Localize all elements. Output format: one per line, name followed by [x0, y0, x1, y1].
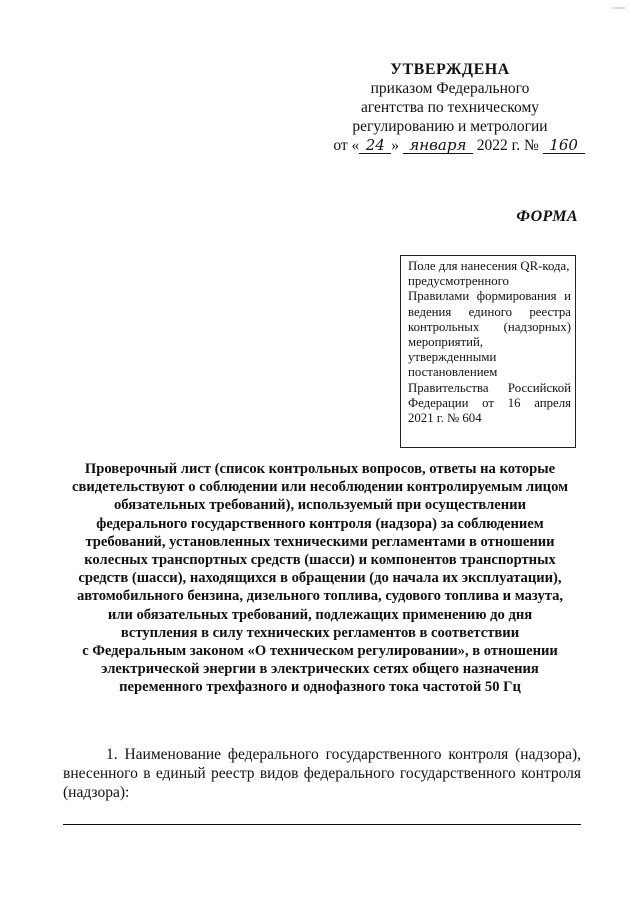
order-mid: » [391, 137, 400, 154]
qr-box-line: утвержденными [408, 350, 497, 365]
qr-box-line: Федерации от 16 апреля [408, 395, 571, 410]
order-number-handwritten: 160 [543, 138, 585, 154]
title-line: обязательных требований), используемый при осуществлении [114, 497, 526, 514]
qr-box-line: ведения единого реестра [408, 304, 571, 319]
approval-line: регулированию и метрологии [352, 118, 548, 135]
document-title [52, 460, 588, 697]
approval-line: агентства по техническому [360, 99, 540, 116]
order-month-handwritten: января [403, 138, 473, 154]
section-1 [63, 745, 581, 802]
title-line: колесных транспортных средств (шасси) и компонентов транспортных [84, 552, 556, 569]
order-year: 2022 г. № [476, 137, 539, 154]
section-1-line: (надзора): [63, 784, 130, 801]
approval-block [300, 60, 600, 155]
qr-box-line: 2021 г. № 604 [408, 411, 482, 426]
title-line: вступления в силу технических регламентов в соответствии [120, 624, 520, 641]
order-prefix: от « [333, 137, 360, 154]
title-line: с Федеральным законом «О техническом регулировании», в отношении [82, 643, 558, 660]
title-line: свидетельствуют о соблюдении или несоблюдении контролируемым лицом [71, 479, 569, 496]
qr-box-line: мероприятий, [408, 335, 484, 350]
form-label: ФОРМА [516, 208, 578, 225]
qr-box-line: Правительства Российской [408, 380, 571, 395]
title-line: переменного трехфазного и однофазного тока частотой 50 Гц [119, 679, 521, 696]
title-line: или обязательных требований, подлежащих применению до дня [107, 606, 533, 623]
qr-box-line: постановлением [408, 365, 498, 380]
title-line: электрической энергии в электрических сетях общего назначения [101, 661, 539, 678]
title-line: автомобильного бензина, дизельного топлива, судового топлива и мазута, [76, 588, 564, 605]
qr-box-line: Правилами формирования и [408, 289, 571, 304]
approval-line: приказом Федерального [370, 80, 530, 97]
corner-mark: — [612, 0, 626, 16]
qr-box-line: Поле для нанесения QR-кода, [408, 259, 570, 273]
order-date-line [318, 136, 600, 155]
title-line: требований, установленных техническими регламентами в отношении [85, 533, 555, 550]
section-1-line: 1. Наименование федерального государственного контроля (надзора), [106, 746, 581, 763]
qr-code-field-box [400, 255, 576, 448]
qr-box-line: предусмотренного [408, 274, 509, 289]
approval-heading: УТВЕРЖДЕНА [390, 61, 510, 78]
title-line: федерального государственного контроля (надзора) за соблюдением [96, 515, 544, 532]
order-day-handwritten: 24 [359, 138, 391, 154]
title-line: Проверочный лист (список контрольных вопросов, ответы на которые [84, 461, 556, 477]
answer-fill-line[interactable] [63, 824, 581, 825]
section-1-line: внесенного в единый реестр видов федерального государственного контроля [63, 765, 581, 782]
qr-box-line: контрольных (надзорных) [408, 319, 571, 334]
title-line: средств (шасси), находящихся в обращении (до начала их эксплуатации), [78, 570, 562, 587]
